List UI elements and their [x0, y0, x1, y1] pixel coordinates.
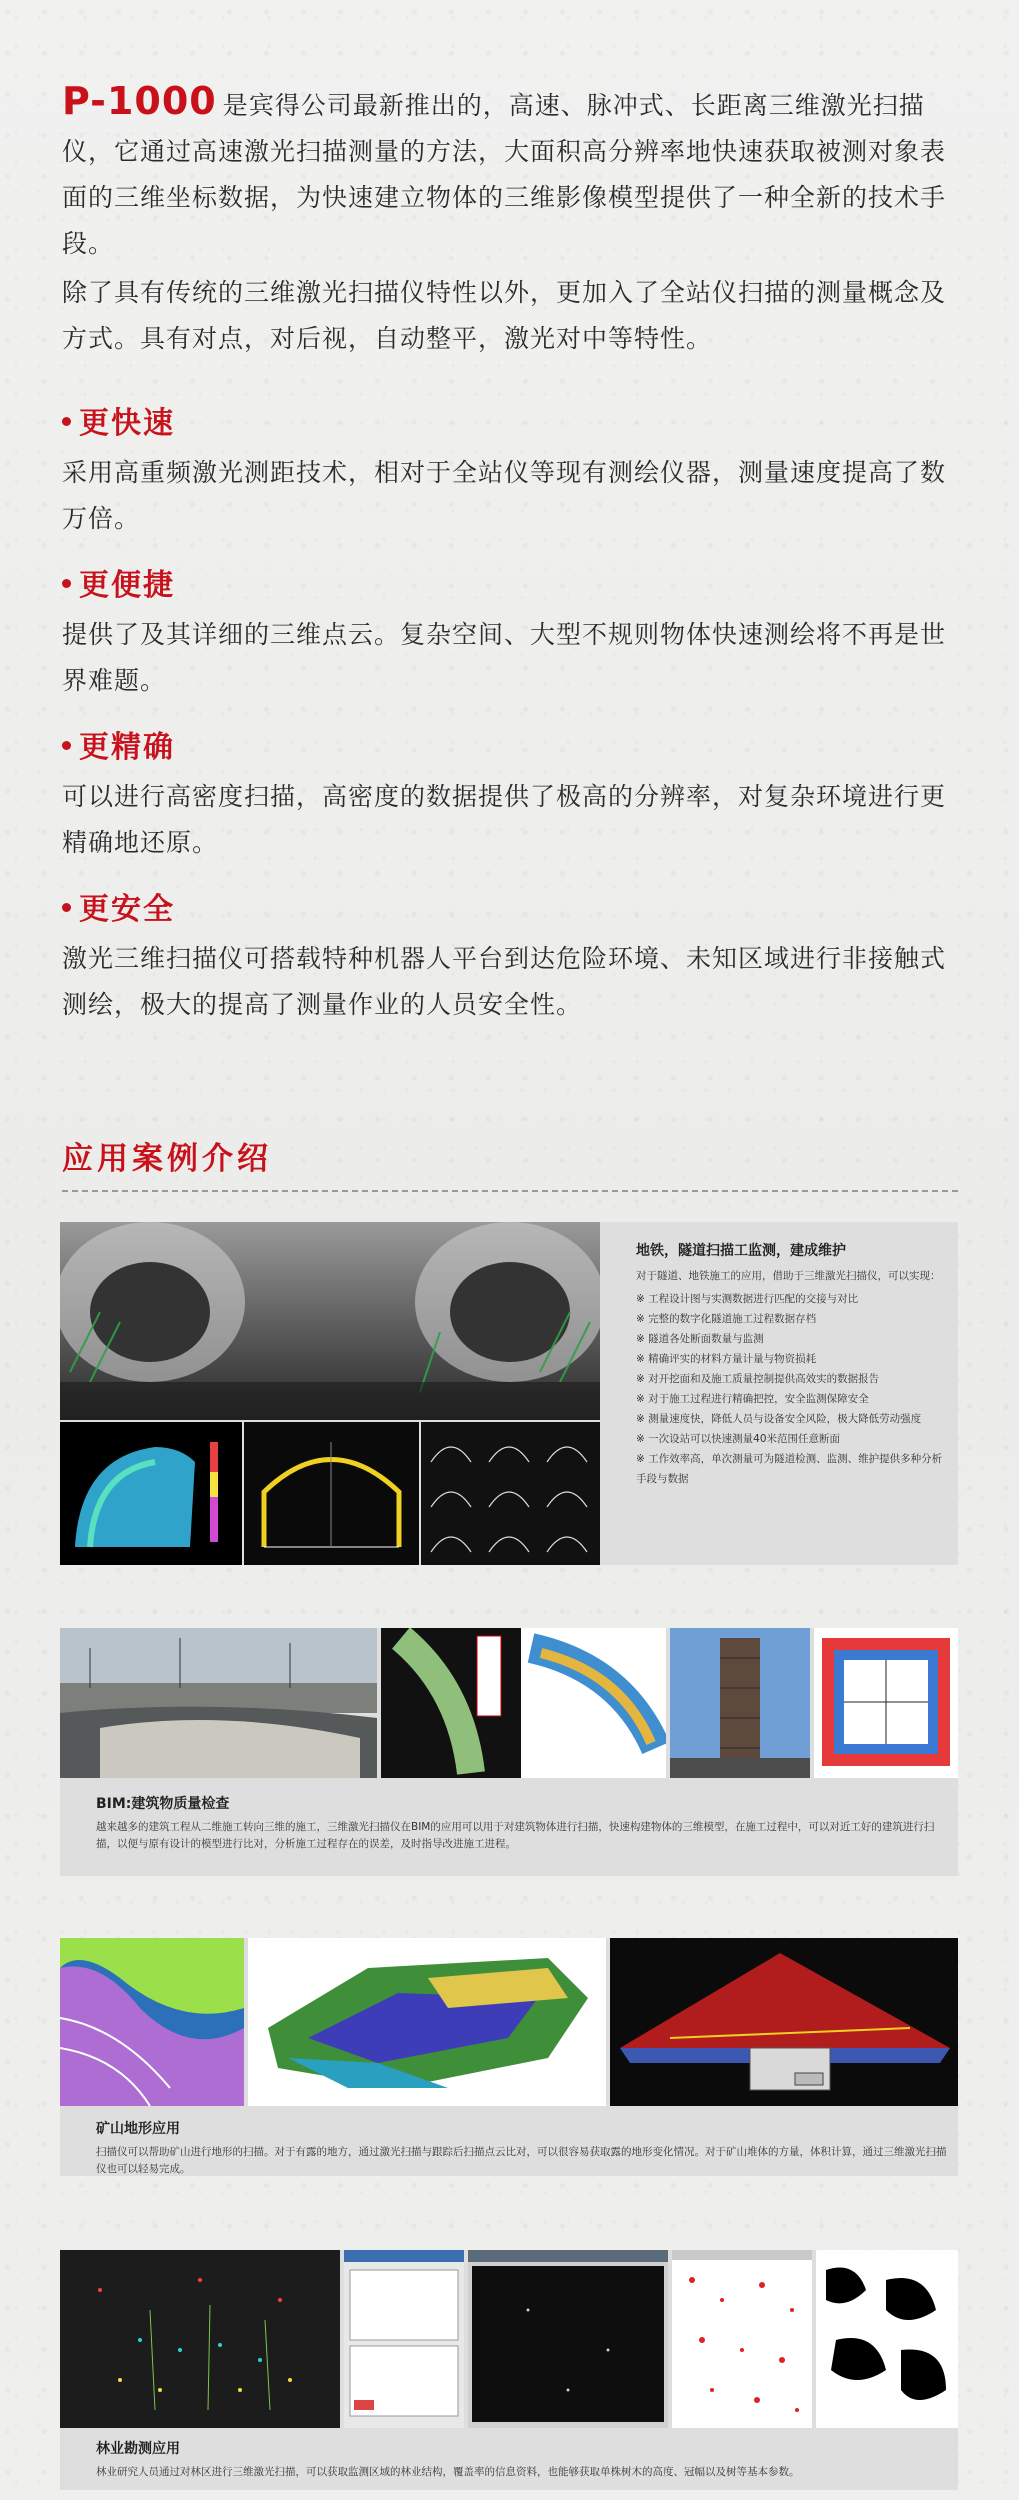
- applications-title: 应用案例介绍: [62, 1141, 272, 1177]
- bullet-dot: [62, 741, 71, 750]
- product-model: P-1000: [62, 79, 217, 123]
- tunnel-heatmap-image: [60, 1422, 242, 1565]
- tower-building-image: [670, 1628, 810, 1778]
- case-forestry-body: 林业研究人员通过对林区进行三维激光扫描，可以获取监测区域的林业结构，覆盖率的信息资料，也能够获取单株树木的高度、冠幅以及树等基本参数。: [96, 2466, 800, 2478]
- case-bim-text: [96, 1793, 948, 1853]
- tunnel-sections-grid-image: [421, 1422, 600, 1565]
- mine-contour-image: [60, 1938, 244, 2106]
- tunnel-pointcloud-image: [60, 1222, 600, 1420]
- feature-safe: [62, 884, 958, 1028]
- software-window-1-image: [344, 2250, 464, 2428]
- feature-title: 更安全: [62, 884, 958, 928]
- feature-text: 可以进行高密度扫描，高密度的数据提供了极高的分辨率，对复杂环境进行更精确地还原。: [62, 782, 947, 857]
- case-mining-text: [96, 2118, 948, 2178]
- bullet-dot: [62, 579, 71, 588]
- list-item: ※ 测量速度快，降低人员与设备安全风险，极大降低劳动强度: [636, 1409, 948, 1429]
- stockpile-volume-image: [610, 1938, 958, 2106]
- bullet-dot: [62, 417, 71, 426]
- intro-text-1: 是宾得公司最新推出的，高速、脉冲式、长距离三维激光扫描仪，它通过高速激光扫描测量的方法，大面积高分辨率地快速获取被测对象表面的三维坐标数据，为快速建立物体的三维影像模型提供了一种全新的技术手段。: [62, 91, 947, 258]
- road-deviation-map-image: [381, 1628, 666, 1778]
- feature-text: 提供了及其详细的三维点云。复杂空间、大型不规则物体快速测绘将不再是世界难题。: [62, 620, 947, 695]
- case-mining-body: 扫描仪可以帮助矿山进行地形的扫描。对于有露的地方，通过激光扫描与跟踪后扫描点云比对，可以很容易获取露的地形变化情况。对于矿山堆体的方量，体积计算，通过三维激光扫描仪也可以轻易完成。: [96, 2146, 947, 2175]
- feature-text: 激光三维扫描仪可搭载特种机器人平台到达危险环境、未知区域进行非接触式测绘，极大的提高了测量作业的人员安全性。: [62, 944, 947, 1019]
- bullet-dot: [62, 903, 71, 912]
- case-metro-title: 地铁，隧道扫描工监测，建成维护: [636, 1243, 846, 1259]
- list-item: ※ 对于施工过程进行精确把控，安全监测保障安全: [636, 1389, 948, 1409]
- mine-terrain-3d-image: [248, 1938, 606, 2106]
- case-metro-intro: 对于隧道、地铁施工的应用，借助于三维激光扫描仪，可以实现：: [636, 1270, 941, 1282]
- list-item: ※ 隧道各处断面数量与监测: [636, 1329, 948, 1349]
- canopy-coverage-image: [672, 2250, 812, 2428]
- feature-convenient: [62, 560, 958, 704]
- feature-fast: [62, 398, 958, 542]
- section-divider: [62, 1190, 958, 1192]
- case-forestry-title: 林业勘测应用: [96, 2441, 180, 2457]
- intro-paragraph-2: 除了具有传统的三维激光扫描仪特性以外，更加入了全站仪扫描的测量概念及方式。具有对点，对后视，自动整平，激光对中等特性。: [62, 278, 947, 353]
- list-item: ※ 精确评实的材料方量计量与物资损耗: [636, 1349, 948, 1369]
- list-item: ※ 一次设站可以快速测量40米范围任意断面: [636, 1429, 948, 1449]
- feature-accurate: [62, 722, 958, 866]
- list-item: ※ 工程设计图与实测数据进行匹配的交接与对比: [636, 1289, 948, 1309]
- case-bim-title: BIM:建筑物质量检查: [96, 1796, 230, 1812]
- feature-title: 更精确: [62, 722, 958, 766]
- case-metro-text: [636, 1240, 948, 1489]
- binary-canopy-image: [816, 2250, 958, 2428]
- forest-pointcloud-image: [60, 2250, 340, 2428]
- list-item: ※ 完整的数字化隧道施工过程数据存档: [636, 1309, 948, 1329]
- tunnel-section-image: [244, 1422, 419, 1565]
- list-item: ※ 对开挖面和及施工质量控制提供高效实的数据报告: [636, 1369, 948, 1389]
- case-mining-title: 矿山地形应用: [96, 2121, 180, 2137]
- feature-text: 采用高重频激光测距技术，相对于全站仪等现有测绘仪器，测量速度提高了数万倍。: [62, 458, 947, 533]
- list-item: ※ 工作效率高，单次测量可为隧道检测、监测、维护提供多种分析手段与数据: [636, 1449, 948, 1489]
- construction-site-image: [60, 1628, 377, 1778]
- intro-paragraph: [62, 78, 958, 267]
- case-bim-body: 越来越多的建筑工程从二维施工转向三维的施工，三维激光扫描仪在BIM的应用可以用于对建筑物体进行扫描，快速构建物体的三维模型，在施工过程中，可以对近工好的建筑进行扫描，以便与原有设计的模型进行比对，分析施工过程存在的误差，及时指导改进施工进程。: [96, 1821, 935, 1850]
- case-forestry-text: [96, 2438, 948, 2481]
- floor-plan-deviation-image: [814, 1628, 958, 1778]
- feature-title: 更便捷: [62, 560, 958, 604]
- software-window-2-image: [468, 2250, 668, 2428]
- case-metro-list: [636, 1289, 948, 1489]
- feature-title: 更快速: [62, 398, 958, 442]
